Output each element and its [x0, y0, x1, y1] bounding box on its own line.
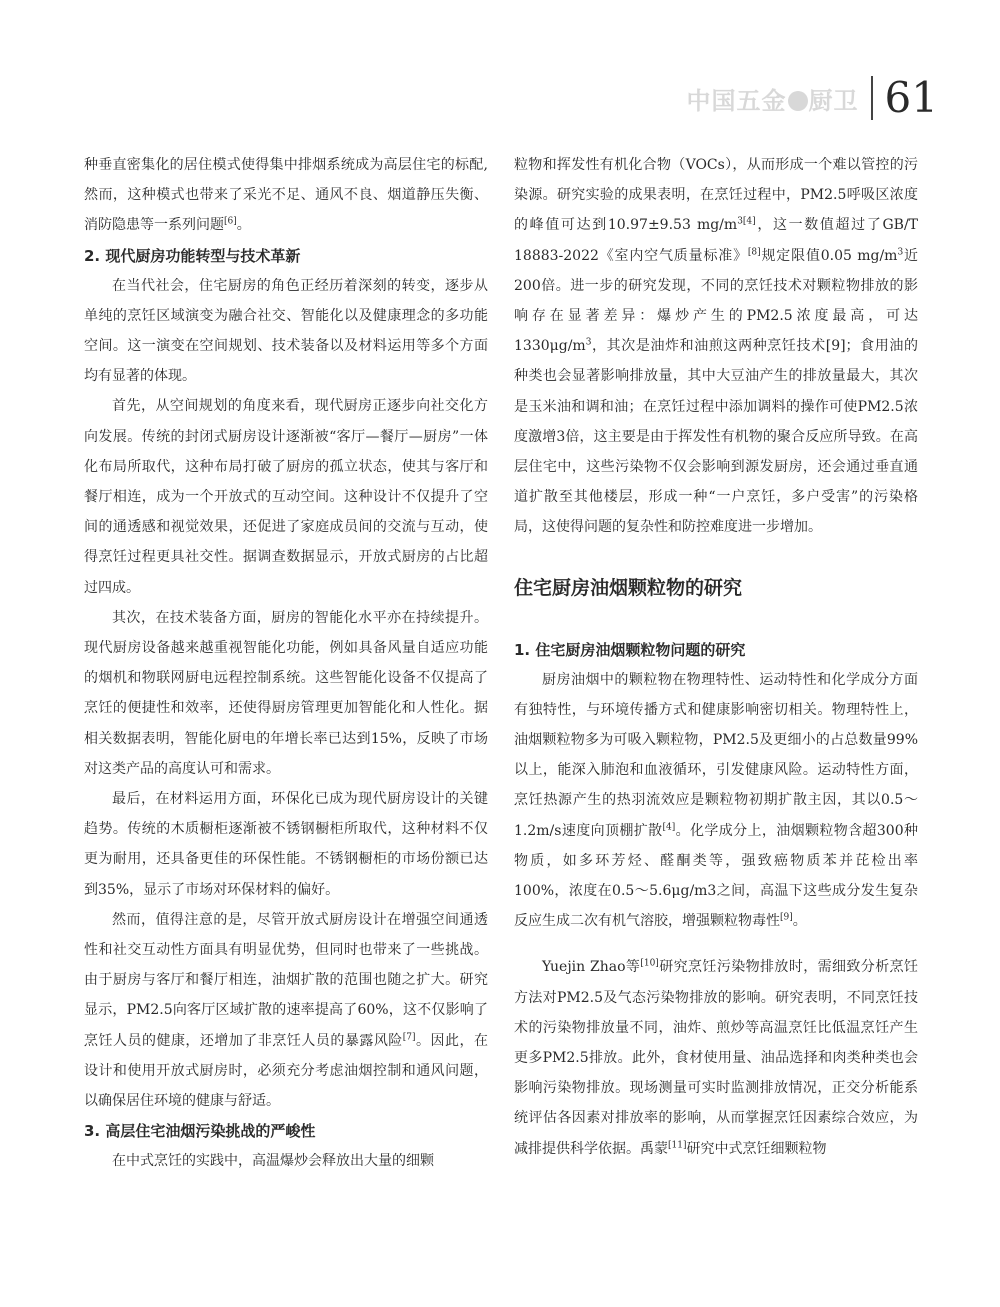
paragraph-left-2: 首先，从空间规划的角度来看，现代厨房正逐步向社交化方向发展。传统的封闭式厨房设计逐渐被“客厅—餐厅—厨房”一体化布局所取代，这种布局打破了厨房的孤立状态，使其与客厅和餐厅相连，成为一个开放式的互动空间。这种设计不仅提升了空间的通透感和视觉效果，还促进了家庭成员间的交流与互动，使得烹饪过程更具社交性。据调查数据显示，开放式厨房的占比超过四成。	[84, 398, 488, 596]
superscript: 3	[737, 216, 743, 227]
paragraph-left-6: 在中式烹饪的实践中，高温爆炒会释放出大量的细颗	[112, 1153, 434, 1170]
paragraph-right-1: 厨房油烟中的颗粒物在物理特性、运动特性和化学成分方面有独特性，与环境传播方式和健康影响密切相关。物理特性上，油烟颗粒物多为可吸入颗粒物，PM2.5及更细小的占总数量99%以上，能深入肺泡和血液循环，引发健康风险。运动特性方面，烹饪热源产生的热羽流效应是颗粒物初期扩散主因，其以0.5～1.2m/s速度向顶棚扩散[4]。化学成分上，油烟颗粒物含超300种物质，如多环芳烃、醛酮类等，强致癌物质苯并芘检出率100%，浓度在0.5～5.6μg/m3之间，高温下这些成分发生复杂反应生成二次有机气溶胶，增强颗粒物毒性[9]。	[514, 671, 918, 930]
subsection-heading-3: 3. 高层住宅油烟污染挑战的严峻性	[84, 1122, 316, 1141]
section-heading: 住宅厨房油烟颗粒物的研究	[514, 576, 743, 599]
paragraph-left-4: 最后，在材料运用方面，环保化已成为现代厨房设计的关键趋势。传统的木质橱柜逐渐被不锈钢橱柜所取代，这种材料不仅更为耐用，还具备更佳的环保性能。不锈钢橱柜的市场份额已达到35%，显示了市场对环保材料的偏好。	[84, 791, 488, 898]
citation: [10]	[640, 958, 659, 969]
paragraph-left-5: 然而，值得注意的是，尽管开放式厨房设计在增强空间通透性和社交互动性方面具有明显优势，但同时也带来了一些挑战。由于厨房与客厅和餐厅相连，油烟扩散的范围也随之扩大。研究显示，PM2.5向客厅区域扩散的速率提高了60%，这不仅影响了烹饪人员的健康，还增加了非烹饪人员的暴露风险[7]。因此，在设计和使用开放式厨房时，必须充分考虑油烟控制和通风问题，以确保居住环境的健康与舒适。	[84, 911, 489, 1110]
superscript: 3	[585, 337, 592, 348]
right-column	[514, 150, 918, 1164]
journal-logo	[687, 81, 859, 116]
logo-text-1: 中国五金	[686, 86, 787, 115]
left-column	[84, 150, 488, 1177]
page-header	[687, 72, 938, 124]
subsection-heading-1: 1. 住宅厨房油烟颗粒物问题的研究	[514, 640, 746, 659]
logo-ampersand-icon	[788, 91, 808, 111]
citation: [11]	[668, 1140, 687, 1151]
logo-text-2: 厨卫	[808, 86, 859, 115]
header-divider	[871, 76, 873, 120]
citation: [6]	[224, 216, 237, 227]
citation: [9]	[780, 912, 793, 923]
citation: [7]	[402, 1032, 416, 1043]
citation: [4]	[662, 822, 676, 832]
paragraph-left-0: 种垂直密集化的居住模式使得集中排烟系统成为高层住宅的标配,然而，这种模式也带来了采光不足、通风不良、烟道静压失衡、消防隐患等一系列问题[6]。	[84, 157, 488, 234]
page-number: 61	[884, 73, 938, 122]
paragraph-left-3: 其次，在技术装备方面，厨房的智能化水平亦在持续提升。现代厨房设备越来越重视智能化功能，例如具备风量自适应功能的烟机和物联网厨电远程控制系统。这些智能化设备不仅提高了烹饪的便捷性和效率，还使得厨房管理更加智能化和人性化。据相关数据表明，智能化厨电的年增长率已达到15%，反映了市场对这类产品的高度认可和需求。	[84, 609, 488, 777]
superscript: 3	[897, 246, 904, 257]
paragraph-left-1: 在当代社会，住宅厨房的角色正经历着深刻的转变，逐步从单纯的烹饪区域演变为融合社交、智能化以及健康理念的多功能空间。这一演变在空间规划、技术装备以及材料运用等多个方面均有显著的体现。	[84, 277, 488, 385]
paragraph-right-0: 粒物和挥发性有机化合物（VOCs），从而形成一个难以管控的污染源。研究实验的成果表明，在烹饪过程中，PM2.5呼吸区浓度的峰值可达到10.97±9.53 $mg/m^{3[4]}$，这一数值超过了GB/T 18883-2022《室内空气质量标准》[8]规定限值0.05 $mg/m^3$近200倍。进一步的研究发现，不同的烹饪技术对颗粒物排放的影响存在显著差异：爆炒产生的PM2.5浓度最高，可达$1330\mu g/m^3$，其次是油炸和油煎这两种烹饪技术[9]；食用油的种类也会显著影响排放量，其中大豆油产生的排放量最大，其次是玉米油和调和油；在烹饪过程中添加调料的操作可使PM2.5浓度激增3倍，这主要是由于挥发性有机物的聚合反应所导致。在高层住宅中，这些污染物不仅会影响到源发厨房，还会通过垂直通道扩散至其他楼层，形成一种“一户烹饪，多户受害”的污染格局，这使得问题的复杂性和防控难度进一步增加。	[514, 157, 919, 536]
citation: [8]	[747, 246, 761, 257]
citation: [4]	[742, 216, 756, 227]
paragraph-right-2: Yuejin Zhao等[10]研究烹饪污染物排放时，需细致分析烹饪方法对PM2.5及气态污染物排放的影响。研究表明，不同烹饪技术的污染物排放量不同，油炸、煎炒等高温烹饪比低温烹饪产生更多PM2.5排放。此外，食材使用量、油品选择和肉类种类也会影响污染物排放。现场测量可实时监测排放情况，正交分析能系统评估各因素对排放率的影响，从而掌握烹饪因素综合效应，为减排提供科学依据。禹蒙[11]研究中式烹饪细颗粒物	[514, 958, 919, 1157]
subsection-heading-2: 2. 现代厨房功能转型与技术革新	[84, 246, 301, 265]
